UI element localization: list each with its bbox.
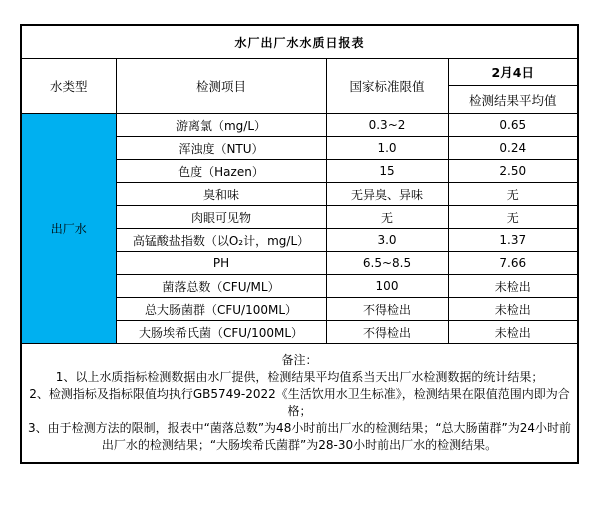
test-item-cell: 菌落总数（CFU/ML） [116, 275, 326, 298]
test-item-cell: 高锰酸盐指数（以O₂计，mg/L） [116, 229, 326, 252]
header-date: 2月4日 [448, 59, 578, 86]
test-item-cell: 肉眼可见物 [116, 206, 326, 229]
header-row [21, 59, 578, 86]
limit-cell: 0.3~2 [326, 114, 448, 137]
test-item-cell: 浑浊度（NTU） [116, 137, 326, 160]
limit-cell: 不得检出 [326, 298, 448, 321]
limit-cell: 1.0 [326, 137, 448, 160]
notes-row [21, 344, 578, 464]
report-title: 水厂出厂水水质日报表 [21, 25, 578, 59]
note-line: 2、检测指标及指标限值均执行GB5749-2022《生活饮用水卫生标准》，检测结果在限值范围内即为合格； [29, 387, 570, 418]
limit-cell: 无 [326, 206, 448, 229]
result-cell: 未检出 [448, 298, 578, 321]
result-cell: 无 [448, 206, 578, 229]
test-item-cell: PH [116, 252, 326, 275]
test-item-cell: 色度（Hazen） [116, 160, 326, 183]
result-cell: 7.66 [448, 252, 578, 275]
limit-cell: 6.5~8.5 [326, 252, 448, 275]
test-item-cell: 总大肠菌群（CFU/100ML） [116, 298, 326, 321]
test-item-cell: 游离氯（mg/L） [116, 114, 326, 137]
result-cell: 无 [448, 183, 578, 206]
header-result-average: 检测结果平均值 [448, 86, 578, 114]
water-quality-report-table [20, 24, 579, 464]
header-test-item: 检测项目 [116, 59, 326, 114]
notes-label: 备注： [281, 353, 318, 367]
notes-section [21, 344, 578, 464]
result-cell: 0.65 [448, 114, 578, 137]
header-water-type: 水类型 [21, 59, 116, 114]
note-line: 1、以上水质指标检测数据由水厂提供，检测结果平均值系当天出厂水检测数据的统计结果； [55, 370, 544, 384]
result-cell: 未检出 [448, 275, 578, 298]
test-item-cell: 大肠埃希氏菌（CFU/100ML） [116, 321, 326, 344]
result-cell: 2.50 [448, 160, 578, 183]
limit-cell: 100 [326, 275, 448, 298]
limit-cell: 15 [326, 160, 448, 183]
result-cell: 0.24 [448, 137, 578, 160]
limit-cell: 无异臭、异味 [326, 183, 448, 206]
test-item-cell: 臭和味 [116, 183, 326, 206]
table-row [21, 114, 578, 137]
result-cell: 未检出 [448, 321, 578, 344]
limit-cell: 不得检出 [326, 321, 448, 344]
title-row [21, 25, 578, 59]
header-national-limit: 国家标准限值 [326, 59, 448, 114]
note-line: 3、由于检测方法的限制，报表中“菌落总数”为48小时前出厂水的检测结果；“总大肠菌群”为24小时前出厂水的检测结果；“大肠埃希氏菌群”为28-30小时前出厂水的检测结果。 [27, 421, 572, 452]
limit-cell: 3.0 [326, 229, 448, 252]
water-type-cell: 出厂水 [21, 114, 116, 344]
result-cell: 1.37 [448, 229, 578, 252]
